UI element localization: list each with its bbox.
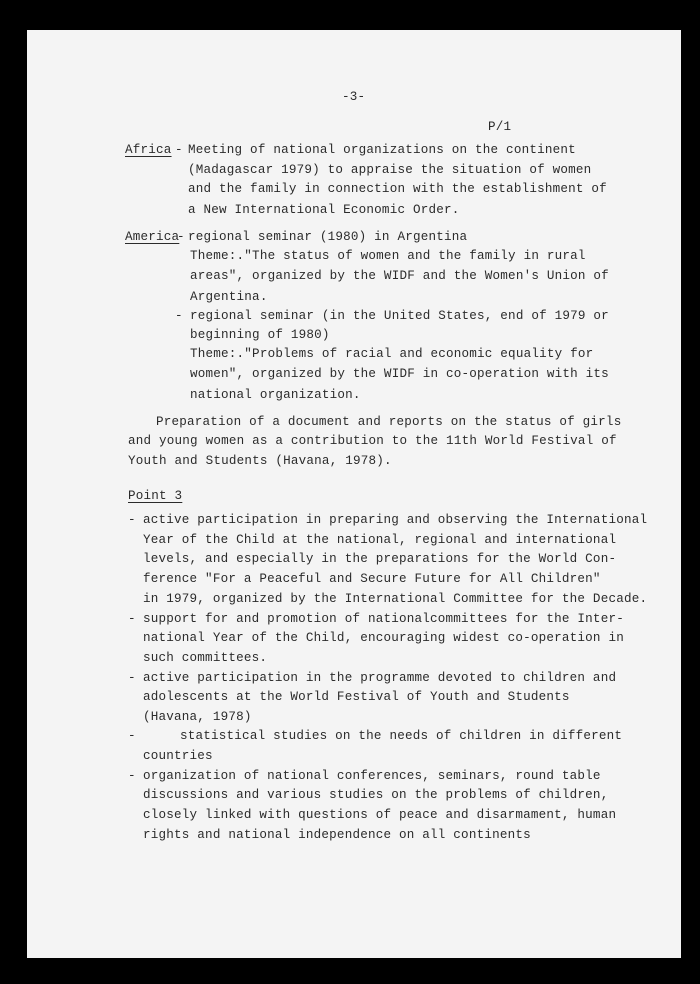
- reference-code: P/1: [488, 120, 512, 134]
- point3-item-line: levels, and especially in the preparations for the World Con-: [143, 552, 617, 566]
- paragraph-line: Youth and Students (Havana, 1978).: [128, 454, 392, 468]
- point3-item-line: active participation in the programme devoted to children and: [143, 671, 617, 685]
- point3-item-line: organization of national conferences, seminars, round table: [143, 769, 601, 783]
- point3-item-line: discussions and various studies on the problems of children,: [143, 788, 609, 802]
- america-item1-line: Argentina.: [190, 290, 268, 304]
- america-dash: -: [177, 230, 185, 244]
- africa-heading: Africa: [125, 143, 172, 157]
- america-item2-line: regional seminar (in the United States, end of 1979 or: [190, 309, 609, 323]
- america-item1-line: regional seminar (1980) in Argentina: [188, 230, 468, 244]
- america-item2-line: beginning of 1980): [190, 328, 330, 342]
- america-item2-dash: -: [175, 309, 183, 323]
- point3-item-line: ference "For a Peaceful and Secure Future for All Children": [143, 572, 601, 586]
- page-number: -3-: [342, 90, 366, 104]
- america-item2-line: women", organized by the WIDF in co-operation with its: [190, 367, 609, 381]
- point3-item-line: active participation in preparing and observing the International: [143, 513, 648, 527]
- africa-dash: -: [175, 143, 183, 157]
- document-page: [27, 30, 681, 958]
- point3-item-line: statistical studies on the needs of children in different: [180, 729, 623, 743]
- point3-item-line: Year of the Child at the national, regional and international: [143, 533, 617, 547]
- america-item2-line: national organization.: [190, 388, 361, 402]
- america-item1-line: areas", organized by the WIDF and the Women's Union of: [190, 269, 609, 283]
- point3-item-line: rights and national independence on all continents: [143, 828, 531, 842]
- point3-item-line: (Havana, 1978): [143, 710, 252, 724]
- point3-item-line: countries: [143, 749, 213, 763]
- point3-item-line: closely linked with questions of peace and disarmament, human: [143, 808, 617, 822]
- africa-line: and the family in connection with the establishment of: [188, 182, 607, 196]
- point3-item-line: support for and promotion of nationalcommittees for the Inter-: [143, 612, 624, 626]
- point3-dash: -: [128, 769, 136, 783]
- paragraph-line: Preparation of a document and reports on the status of girls: [156, 415, 622, 429]
- africa-line: (Madagascar 1979) to appraise the situation of women: [188, 163, 592, 177]
- point3-item-line: such committees.: [143, 651, 268, 665]
- point3-item-line: adolescents at the World Festival of Youth and Students: [143, 690, 570, 704]
- africa-line: Meeting of national organizations on the continent: [188, 143, 576, 157]
- point3-dash: -: [128, 729, 136, 743]
- america-item1-line: Theme:."The status of women and the family in rural: [190, 249, 586, 263]
- point3-item-line: national Year of the Child, encouraging widest co-operation in: [143, 631, 624, 645]
- point3-dash: -: [128, 612, 136, 626]
- america-heading: America: [125, 230, 180, 244]
- america-item2-line: Theme:."Problems of racial and economic equality for: [190, 347, 594, 361]
- paragraph-line: and young women as a contribution to the 11th World Festival of: [128, 434, 617, 448]
- africa-line: a New International Economic Order.: [188, 203, 460, 217]
- point3-heading: Point 3: [128, 489, 183, 503]
- point3-item-line: in 1979, organized by the International Committee for the Decade.: [143, 592, 648, 606]
- point3-dash: -: [128, 671, 136, 685]
- point3-dash: -: [128, 513, 136, 527]
